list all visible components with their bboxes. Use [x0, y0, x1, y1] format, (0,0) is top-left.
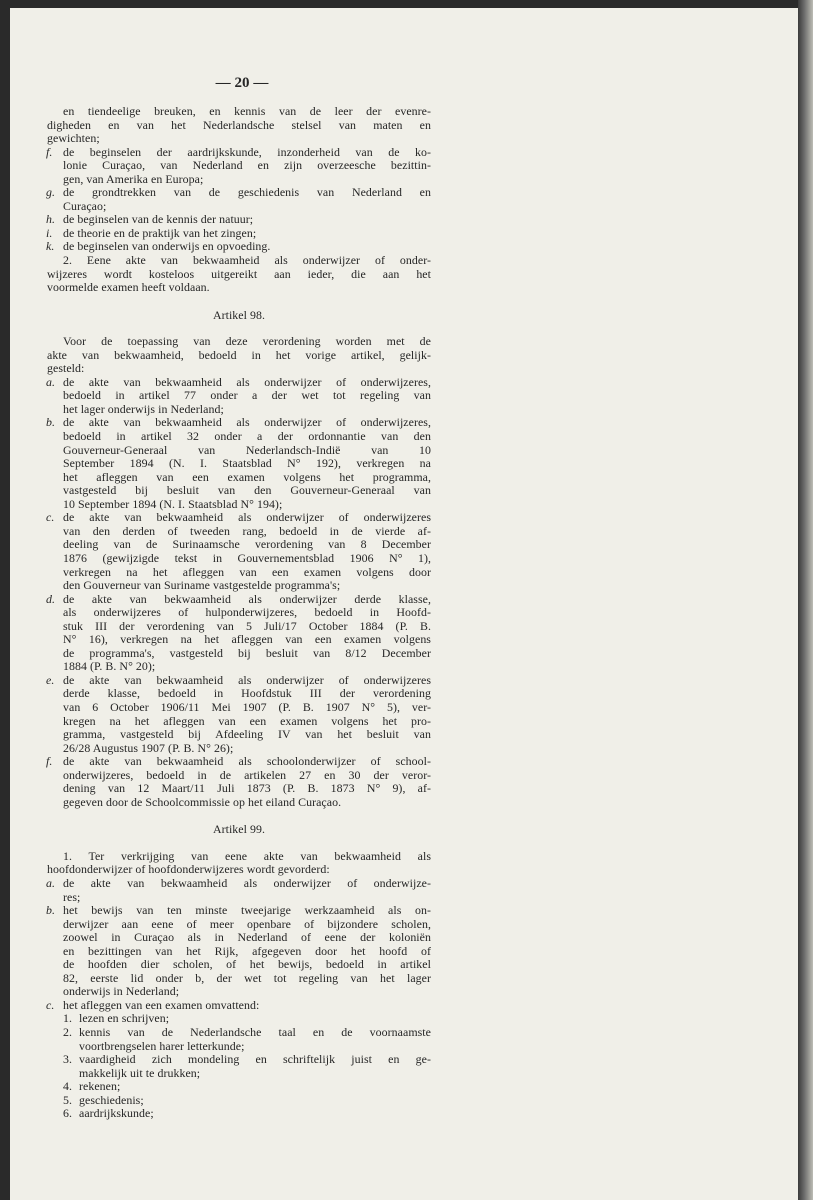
text-line: voortbrengselen harer letterkunde; [79, 1038, 245, 1053]
text-line: van den derden of tweeden rang, bedoeld in de vierde af- [63, 523, 431, 538]
text-line: Curaçao; [63, 198, 107, 213]
sub-list-item [47, 1026, 431, 1053]
text-line: kennis van de Nederlandsche taal en de voornaamste [79, 1025, 431, 1039]
text-line: derwijzer aan eene of meer openbare of bijzondere scholen, [63, 916, 431, 931]
list-item-label: e. [46, 672, 55, 687]
list-item-label: k. [46, 239, 55, 254]
text-line: geschiedenis; [79, 1092, 144, 1107]
list-item [47, 240, 431, 254]
text-line: de hoofden dier scholen, of het bewijs, bedoeld in artikel [63, 957, 431, 972]
list-item [47, 213, 431, 227]
sub-list-item [47, 1012, 431, 1026]
scan-edge [798, 0, 813, 1200]
list-item-label: f. [46, 144, 53, 159]
text-line: de akte van bekwaamheid als onderwijzer of onderwijze- [63, 875, 431, 890]
article-98-intro [47, 335, 431, 376]
subject-list [47, 146, 431, 254]
text-line: 10 September 1894 (N. I. Staatsblad N° 194); [63, 496, 283, 511]
text-line: 2. Eene akte van bekwaamheid als onderwijzer of onder- [63, 253, 431, 268]
text-line: het afleggen van een examen omvattend: [63, 997, 260, 1012]
text-line: het afleggen van een examen volgens het programma, [63, 469, 431, 484]
text-line: vaardigheid zich mondeling en schriftelijk juist en ge- [79, 1052, 431, 1067]
text-line: rekenen; [79, 1079, 121, 1094]
list-item [47, 877, 431, 904]
text-line: de theorie en de praktijk van het zingen; [63, 225, 257, 240]
list-item [47, 186, 431, 213]
page-number: — 20 — [215, 75, 269, 91]
list-item-label: b. [46, 903, 56, 918]
article-99-title: Artikel 99. [212, 822, 266, 837]
text-line: gramma, vastgesteld bij Afdeeling IV van het besluit van [63, 727, 431, 742]
text-line: Voor de toepassing van deze verordening worden met de [63, 334, 431, 349]
text-line: kregen na het afleggen van een examen volgens het pro- [63, 713, 431, 728]
text-line: vastgesteld bij besluit van den Gouverneur-Generaal van [63, 483, 431, 498]
text-line: September 1894 (N. I. Staatsblad N° 192), verkregen na [63, 456, 431, 471]
list-item [47, 999, 431, 1013]
text-line: res; [63, 889, 81, 904]
article-99-list [47, 877, 431, 1012]
text-line: aardrijkskunde; [79, 1106, 154, 1121]
text-line: bedoeld in artikel 77 onder a der wet tot regeling van [63, 388, 431, 403]
text-line: de akte van bekwaamheid als schoolonderwijzer of school- [63, 754, 431, 769]
list-item [47, 146, 431, 187]
text-line: de akte van bekwaamheid als onderwijzer of onderwijzeres, [63, 374, 431, 389]
list-item [47, 416, 431, 511]
text-line: akte van bekwaamheid, bedoeld in het vorige artikel, gelijk- [47, 347, 431, 362]
text-line: de akte van bekwaamheid als onderwijzer of onderwijzeres [63, 510, 431, 525]
paragraph-2 [47, 254, 431, 295]
text-line: en tiendeelige breuken, en kennis van de leer der evenre- [63, 104, 431, 118]
text-line: onderwijzeres, bedoeld in de artikelen 27 en 30 der veror- [63, 767, 431, 782]
sub-list-item [47, 1094, 431, 1108]
list-item [47, 227, 431, 241]
article-98-title: Artikel 98. [212, 307, 266, 322]
text-line: 1884 (P. B. N° 20); [63, 659, 156, 674]
list-item [47, 904, 431, 999]
text-line: digheden en van het Nederlandsche stelsel van maten en [47, 117, 431, 132]
list-item-label: i. [46, 225, 53, 240]
text-line: 82, eerste lid onder b, der wet tot regeling van het lager [63, 970, 431, 985]
text-line: dening van 12 Maart/11 Juli 1873 (P. B. 1873 N° 9), af- [63, 781, 431, 796]
text-line: zoowel in Curaçao als in Nederland of eene der koloniën [63, 930, 431, 945]
text-line: gen, van Amerika en Europa; [63, 171, 204, 186]
page-text [47, 74, 431, 1121]
text-line: de grondtrekken van de geschiedenis van Nederland en [63, 185, 431, 200]
text-line: bedoeld in artikel 32 onder a der ordonnantie van den [63, 429, 431, 444]
text-line: de akte van bekwaamheid als onderwijzer of onderwijzeres, [63, 415, 431, 430]
text-line: lezen en schrijven; [79, 1011, 170, 1026]
list-item [47, 674, 431, 755]
sub-list-number: 4. [63, 1079, 73, 1094]
text-line: de akte van bekwaamheid als onderwijzer of onderwijzeres [63, 672, 431, 687]
intro-paragraph [47, 105, 431, 146]
text-line: onderwijs in Nederland; [63, 984, 180, 999]
text-line: den Gouverneur van Suriname vastgestelde programma's; [63, 578, 341, 593]
text-line: als onderwijzeres of hulponderwijzeres, bedoeld in Hoofd- [63, 605, 431, 620]
list-item-label: d. [46, 591, 56, 606]
text-line: gewichten; [47, 131, 100, 146]
article-99-intro [47, 850, 431, 877]
sub-list-number: 2. [63, 1025, 73, 1039]
list-item [47, 511, 431, 592]
text-line: stuk III der verordening van 5 Juli/17 October 1884 (P. B. [63, 618, 431, 633]
list-item [47, 376, 431, 417]
exam-subject-list [47, 1012, 431, 1120]
sub-list-number: 5. [63, 1092, 73, 1107]
text-line: 1876 (gewijzigde tekst in Gouvernementsblad 1906 N° 1), [63, 550, 431, 565]
sub-list-number: 3. [63, 1052, 73, 1067]
text-line: verkregen na het afleggen van een examen volgens door [63, 564, 431, 579]
list-item [47, 593, 431, 674]
text-line: de akte van bekwaamheid als onderwijzer derde klasse, [63, 591, 431, 606]
text-line: de programma's, vastgesteld bij besluit van 8/12 December [63, 645, 431, 660]
text-line: 26/28 Augustus 1907 (P. B. N° 26); [63, 740, 234, 755]
text-line: Gouverneur-Generaal van Nederlandsch-Indië van 10 [63, 442, 431, 457]
list-item-label: b. [46, 415, 56, 430]
list-item-label: c. [46, 997, 55, 1012]
list-item-label: a. [46, 374, 56, 389]
sub-list-item [47, 1107, 431, 1121]
list-item-label: g. [46, 185, 56, 200]
sub-list-item [47, 1053, 431, 1080]
text-line: de beginselen der aardrijkskunde, inzonderheid van de ko- [63, 144, 431, 159]
text-line: de beginselen van onderwijs en opvoeding. [63, 239, 271, 254]
list-item-label: c. [46, 510, 55, 525]
list-item [47, 755, 431, 809]
text-line: het lager onderwijs in Nederland; [63, 401, 224, 416]
text-line: makkelijk uit te drukken; [79, 1065, 201, 1080]
text-line: gegeven door de Schoolcommissie op het eiland Curaçao. [63, 794, 342, 809]
text-line: hoofdonderwijzer of hoofdonderwijzeres wordt gevorderd: [47, 862, 330, 877]
text-line: de beginselen van de kennis der natuur; [63, 212, 254, 227]
list-item-label: f. [46, 754, 53, 769]
text-line: lonie Curaçao, van Nederland en zijn overzeesche bezittin- [63, 158, 431, 173]
text-line: gesteld: [47, 361, 85, 376]
text-line: en bezittingen van het Rijk, afgegeven door het hoofd of [63, 943, 431, 958]
text-line: 1. Ter verkrijging van eene akte van bekwaamheid als [63, 848, 431, 863]
text-line: wijzeres wordt kosteloos uitgereikt aan ieder, die aan het [47, 266, 431, 281]
text-line: van 6 October 1906/11 Mei 1907 (P. B. 1907 N° 5), ver- [63, 699, 431, 714]
text-line: deeling van de Surinaamsche verordening van 8 December [63, 537, 431, 552]
sub-list-number: 6. [63, 1106, 73, 1121]
text-line: het bewijs van ten minste tweejarige werkzaamheid als on- [63, 903, 431, 918]
list-item-label: a. [46, 875, 56, 890]
text-line: N° 16), verkregen na het afleggen van een examen volgens [63, 632, 431, 647]
sub-list-item [47, 1080, 431, 1094]
list-item-label: h. [46, 212, 56, 227]
article-98-list [47, 376, 431, 810]
text-line: voormelde examen heeft voldaan. [47, 280, 210, 295]
text-line: derde klasse, bedoeld in Hoofdstuk III der verordening [63, 686, 431, 701]
sub-list-number: 1. [63, 1011, 73, 1026]
